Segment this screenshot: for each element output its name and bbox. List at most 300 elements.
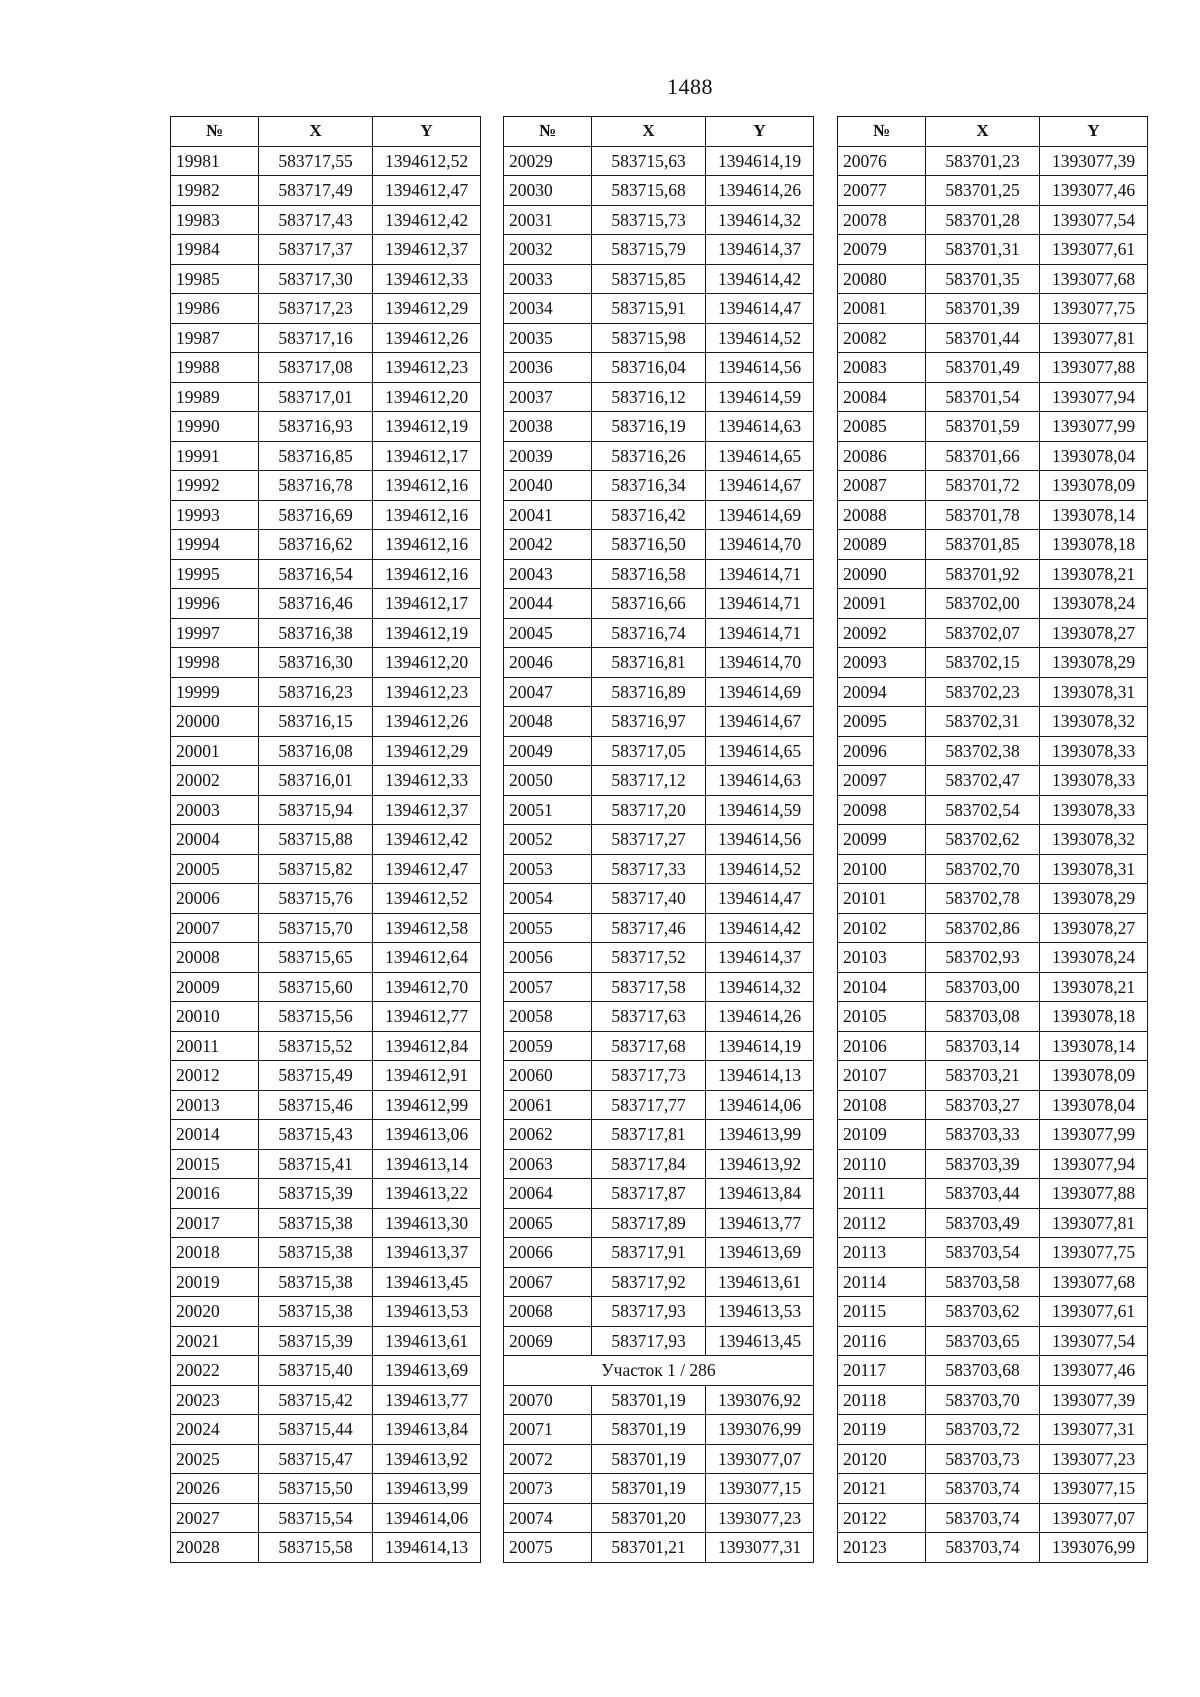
x-coordinate-cell: 583717,91 [592,1238,706,1268]
x-coordinate-cell: 583715,46 [259,1090,373,1120]
x-coordinate-cell: 583716,46 [259,589,373,619]
y-coordinate-cell: 1393077,99 [1040,1120,1148,1150]
y-coordinate-cell: 1394612,33 [373,264,481,294]
point-number-cell: 20115 [838,1297,926,1327]
y-coordinate-cell: 1393077,23 [706,1503,814,1533]
y-coordinate-cell: 1393077,46 [1040,176,1148,206]
table-row [838,1385,1148,1415]
y-coordinate-cell: 1394613,92 [706,1149,814,1179]
y-coordinate-cell: 1394614,13 [706,1061,814,1091]
point-number-cell: 20118 [838,1385,926,1415]
y-coordinate-cell: 1394612,52 [373,884,481,914]
y-coordinate-cell: 1393078,33 [1040,795,1148,825]
table-row [504,1031,814,1061]
point-number-cell: 20060 [504,1061,592,1091]
table-header-row [504,117,814,147]
y-coordinate-cell: 1393077,31 [706,1533,814,1563]
point-number-cell: 20110 [838,1149,926,1179]
point-number-cell: 20025 [171,1444,259,1474]
x-coordinate-cell: 583716,62 [259,530,373,560]
table-row [171,1061,481,1091]
x-coordinate-cell: 583701,72 [926,471,1040,501]
x-coordinate-cell: 583703,74 [926,1503,1040,1533]
y-coordinate-cell: 1394614,52 [706,854,814,884]
point-number-cell: 20020 [171,1297,259,1327]
page-number: 1488 [667,74,713,99]
x-coordinate-cell: 583716,50 [592,530,706,560]
y-coordinate-cell: 1393077,39 [1040,146,1148,176]
y-coordinate-cell: 1394614,71 [706,589,814,619]
point-number-cell: 20031 [504,205,592,235]
x-coordinate-cell: 583703,62 [926,1297,1040,1327]
y-coordinate-cell: 1393077,61 [1040,235,1148,265]
table-row [171,736,481,766]
table-row [171,471,481,501]
point-number-cell: 20036 [504,353,592,383]
x-coordinate-cell: 583703,21 [926,1061,1040,1091]
table-row [504,677,814,707]
x-coordinate-cell: 583716,97 [592,707,706,737]
x-coordinate-cell: 583703,14 [926,1031,1040,1061]
table-row [838,1415,1148,1445]
point-number-cell: 20061 [504,1090,592,1120]
y-coordinate-cell: 1394614,52 [706,323,814,353]
y-coordinate-cell: 1393078,18 [1040,1002,1148,1032]
point-number-cell: 20015 [171,1149,259,1179]
point-number-cell: 20070 [504,1385,592,1415]
y-coordinate-cell: 1394613,61 [373,1326,481,1356]
y-coordinate-cell: 1394612,47 [373,176,481,206]
table-row [838,854,1148,884]
y-coordinate-cell: 1394613,99 [373,1474,481,1504]
coordinates-table-1 [170,116,481,1563]
x-coordinate-cell: 583701,23 [926,146,1040,176]
point-number-cell: 20123 [838,1533,926,1563]
x-coordinate-cell: 583701,35 [926,264,1040,294]
point-number-cell: 20019 [171,1267,259,1297]
table-row [171,795,481,825]
y-coordinate-cell: 1393076,99 [706,1415,814,1445]
x-coordinate-cell: 583717,08 [259,353,373,383]
y-coordinate-cell: 1394612,84 [373,1031,481,1061]
point-number-cell: 20056 [504,943,592,973]
table-row [504,648,814,678]
x-coordinate-cell: 583701,78 [926,500,1040,530]
point-number-cell: 20050 [504,766,592,796]
x-coordinate-cell: 583715,70 [259,913,373,943]
x-coordinate-cell: 583715,65 [259,943,373,973]
y-coordinate-cell: 1394613,53 [373,1297,481,1327]
point-number-cell: 20078 [838,205,926,235]
x-coordinate-cell: 583717,68 [592,1031,706,1061]
point-number-cell: 20053 [504,854,592,884]
point-number-cell: 20081 [838,294,926,324]
table-row [504,441,814,471]
point-number-cell: 20049 [504,736,592,766]
x-coordinate-cell: 583716,04 [592,353,706,383]
point-number-cell: 20051 [504,795,592,825]
y-coordinate-cell: 1393077,07 [1040,1503,1148,1533]
x-coordinate-cell: 583716,42 [592,500,706,530]
x-coordinate-cell: 583715,43 [259,1120,373,1150]
table-row [171,205,481,235]
y-coordinate-cell: 1393077,15 [1040,1474,1148,1504]
point-number-cell: 20098 [838,795,926,825]
point-number-cell: 20071 [504,1415,592,1445]
point-number-cell: 20012 [171,1061,259,1091]
point-number-cell: 20029 [504,146,592,176]
x-coordinate-cell: 583701,54 [926,382,1040,412]
point-number-cell: 20069 [504,1326,592,1356]
x-coordinate-cell: 583717,84 [592,1149,706,1179]
y-coordinate-cell: 1394613,84 [706,1179,814,1209]
x-coordinate-cell: 583717,89 [592,1208,706,1238]
point-number-cell: 20091 [838,589,926,619]
y-coordinate-cell: 1394614,42 [706,913,814,943]
x-coordinate-cell: 583717,12 [592,766,706,796]
y-coordinate-cell: 1394614,06 [706,1090,814,1120]
table-row [504,1297,814,1327]
point-number-cell: 20024 [171,1415,259,1445]
x-coordinate-cell: 583717,01 [259,382,373,412]
table-row [838,1149,1148,1179]
x-coordinate-cell: 583716,30 [259,648,373,678]
point-number-cell: 19996 [171,589,259,619]
x-coordinate-cell: 583702,70 [926,854,1040,884]
point-number-cell: 20052 [504,825,592,855]
table-row [838,1120,1148,1150]
point-number-cell: 19985 [171,264,259,294]
x-coordinate-cell: 583717,73 [592,1061,706,1091]
x-coordinate-cell: 583717,40 [592,884,706,914]
point-number-cell: 20067 [504,1267,592,1297]
table-row [504,884,814,914]
y-coordinate-cell: 1394613,69 [373,1356,481,1386]
y-coordinate-cell: 1393078,31 [1040,854,1148,884]
point-number-cell: 20034 [504,294,592,324]
point-number-cell: 20120 [838,1444,926,1474]
y-coordinate-cell: 1394612,19 [373,618,481,648]
point-number-cell: 20073 [504,1474,592,1504]
x-coordinate-cell: 583717,81 [592,1120,706,1150]
y-coordinate-cell: 1394613,77 [373,1385,481,1415]
y-coordinate-cell: 1394613,53 [706,1297,814,1327]
y-coordinate-cell: 1394613,37 [373,1238,481,1268]
table-row [504,854,814,884]
point-number-cell: 20092 [838,618,926,648]
point-number-cell: 20079 [838,235,926,265]
y-coordinate-cell: 1394612,23 [373,677,481,707]
y-coordinate-cell: 1394614,19 [706,1031,814,1061]
x-coordinate-cell: 583717,37 [259,235,373,265]
table-row [838,1238,1148,1268]
x-coordinate-cell: 583716,01 [259,766,373,796]
point-number-cell: 20077 [838,176,926,206]
x-coordinate-cell: 583715,40 [259,1356,373,1386]
point-number-cell: 20083 [838,353,926,383]
x-coordinate-cell: 583715,44 [259,1415,373,1445]
table-row [171,1120,481,1150]
table-row [171,500,481,530]
point-number-cell: 20104 [838,972,926,1002]
x-coordinate-cell: 583701,19 [592,1444,706,1474]
x-coordinate-cell: 583717,52 [592,943,706,973]
table-row [838,1179,1148,1209]
x-coordinate-cell: 583716,66 [592,589,706,619]
point-number-cell: 20017 [171,1208,259,1238]
x-coordinate-cell: 583716,74 [592,618,706,648]
table-row [504,1002,814,1032]
table-row [171,1533,481,1563]
table-row [838,530,1148,560]
table-row [504,795,814,825]
table-row [504,1061,814,1091]
x-coordinate-cell: 583702,86 [926,913,1040,943]
x-coordinate-cell: 583717,92 [592,1267,706,1297]
x-coordinate-cell: 583701,31 [926,235,1040,265]
x-coordinate-cell: 583715,88 [259,825,373,855]
x-coordinate-cell: 583716,69 [259,500,373,530]
x-coordinate-cell: 583703,65 [926,1326,1040,1356]
point-number-cell: 19994 [171,530,259,560]
x-coordinate-cell: 583701,20 [592,1503,706,1533]
header-y: Y [373,117,481,147]
point-number-cell: 20013 [171,1090,259,1120]
point-number-cell: 20005 [171,854,259,884]
table-row [504,412,814,442]
x-coordinate-cell: 583715,39 [259,1179,373,1209]
x-coordinate-cell: 583717,49 [259,176,373,206]
table-row [838,913,1148,943]
table-row [838,972,1148,1002]
y-coordinate-cell: 1394613,30 [373,1208,481,1238]
table-row [504,825,814,855]
table-row [838,677,1148,707]
point-number-cell: 20087 [838,471,926,501]
point-number-cell: 20082 [838,323,926,353]
y-coordinate-cell: 1394614,59 [706,382,814,412]
x-coordinate-cell: 583701,59 [926,412,1040,442]
table-row [504,1385,814,1415]
x-coordinate-cell: 583703,58 [926,1267,1040,1297]
y-coordinate-cell: 1394612,17 [373,441,481,471]
point-number-cell: 19993 [171,500,259,530]
table-row [171,412,481,442]
point-number-cell: 20066 [504,1238,592,1268]
y-coordinate-cell: 1394613,69 [706,1238,814,1268]
table-row [504,766,814,796]
table-row [171,589,481,619]
y-coordinate-cell: 1394614,65 [706,441,814,471]
header-x: X [926,117,1040,147]
header-x: X [259,117,373,147]
point-number-cell: 20112 [838,1208,926,1238]
coordinates-table-2 [503,116,814,1563]
table-row [171,1149,481,1179]
y-coordinate-cell: 1393078,24 [1040,943,1148,973]
y-coordinate-cell: 1394612,20 [373,648,481,678]
y-coordinate-cell: 1393078,14 [1040,500,1148,530]
y-coordinate-cell: 1394612,26 [373,707,481,737]
point-number-cell: 20119 [838,1415,926,1445]
x-coordinate-cell: 583717,87 [592,1179,706,1209]
table-row [838,1267,1148,1297]
table-row [504,1415,814,1445]
x-coordinate-cell: 583716,23 [259,677,373,707]
y-coordinate-cell: 1393078,04 [1040,1090,1148,1120]
x-coordinate-cell: 583715,39 [259,1326,373,1356]
y-coordinate-cell: 1393077,46 [1040,1356,1148,1386]
table-row [504,707,814,737]
table-row [838,1533,1148,1563]
x-coordinate-cell: 583702,93 [926,943,1040,973]
y-coordinate-cell: 1394612,16 [373,471,481,501]
point-number-cell: 20062 [504,1120,592,1150]
y-coordinate-cell: 1394612,29 [373,736,481,766]
table-row [171,884,481,914]
table-row [171,441,481,471]
x-coordinate-cell: 583715,91 [592,294,706,324]
table-row [838,589,1148,619]
point-number-cell: 20111 [838,1179,926,1209]
point-number-cell: 20041 [504,500,592,530]
point-number-cell: 20109 [838,1120,926,1150]
table-row [171,1415,481,1445]
table-row [171,766,481,796]
table-row [504,1149,814,1179]
table-row [504,471,814,501]
table-row [504,1326,814,1356]
point-number-cell: 19999 [171,677,259,707]
point-number-cell: 20106 [838,1031,926,1061]
y-coordinate-cell: 1394614,32 [706,972,814,1002]
y-coordinate-cell: 1394614,67 [706,707,814,737]
point-number-cell: 20048 [504,707,592,737]
table-row [504,736,814,766]
x-coordinate-cell: 583702,54 [926,795,1040,825]
y-coordinate-cell: 1394612,37 [373,235,481,265]
y-coordinate-cell: 1394614,32 [706,205,814,235]
y-coordinate-cell: 1394612,23 [373,353,481,383]
table-row [504,294,814,324]
x-coordinate-cell: 583703,74 [926,1474,1040,1504]
y-coordinate-cell: 1394612,42 [373,205,481,235]
table-row [838,707,1148,737]
point-number-cell: 20086 [838,441,926,471]
y-coordinate-cell: 1394614,67 [706,471,814,501]
y-coordinate-cell: 1394612,91 [373,1061,481,1091]
x-coordinate-cell: 583715,38 [259,1238,373,1268]
point-number-cell: 19991 [171,441,259,471]
y-coordinate-cell: 1393078,32 [1040,707,1148,737]
x-coordinate-cell: 583717,30 [259,264,373,294]
point-number-cell: 19988 [171,353,259,383]
table-row [504,264,814,294]
y-coordinate-cell: 1393077,31 [1040,1415,1148,1445]
table-row [838,1356,1148,1386]
y-coordinate-cell: 1394614,71 [706,618,814,648]
table-row [171,707,481,737]
x-coordinate-cell: 583717,93 [592,1326,706,1356]
x-coordinate-cell: 583702,15 [926,648,1040,678]
table-row [171,1031,481,1061]
y-coordinate-cell: 1394613,06 [373,1120,481,1150]
table-row [171,1208,481,1238]
x-coordinate-cell: 583717,77 [592,1090,706,1120]
point-number-cell: 20030 [504,176,592,206]
table-row [171,294,481,324]
y-coordinate-cell: 1393078,09 [1040,471,1148,501]
point-number-cell: 20107 [838,1061,926,1091]
point-number-cell: 20096 [838,736,926,766]
table-row [838,1031,1148,1061]
y-coordinate-cell: 1394612,16 [373,559,481,589]
table-row [504,913,814,943]
y-coordinate-cell: 1394612,33 [373,766,481,796]
x-coordinate-cell: 583702,62 [926,825,1040,855]
point-number-cell: 19986 [171,294,259,324]
point-number-cell: 20022 [171,1356,259,1386]
point-number-cell: 20075 [504,1533,592,1563]
x-coordinate-cell: 583717,23 [259,294,373,324]
table-row [838,353,1148,383]
point-number-cell: 20097 [838,766,926,796]
x-coordinate-cell: 583717,58 [592,972,706,1002]
point-number-cell: 20089 [838,530,926,560]
point-number-cell: 20117 [838,1356,926,1386]
table-row [171,1356,481,1386]
point-number-cell: 20007 [171,913,259,943]
point-number-cell: 20084 [838,382,926,412]
point-number-cell: 20105 [838,1002,926,1032]
y-coordinate-cell: 1393077,39 [1040,1385,1148,1415]
x-coordinate-cell: 583715,63 [592,146,706,176]
y-coordinate-cell: 1393078,18 [1040,530,1148,560]
y-coordinate-cell: 1394614,56 [706,825,814,855]
y-coordinate-cell: 1393078,21 [1040,972,1148,1002]
x-coordinate-cell: 583716,38 [259,618,373,648]
y-coordinate-cell: 1394614,63 [706,412,814,442]
table-row [171,1474,481,1504]
x-coordinate-cell: 583715,82 [259,854,373,884]
table-row [838,205,1148,235]
table-row [504,1208,814,1238]
table-row [838,795,1148,825]
x-coordinate-cell: 583715,85 [592,264,706,294]
point-number-cell: 20040 [504,471,592,501]
table-row [838,1444,1148,1474]
table-row [504,559,814,589]
point-number-cell: 20103 [838,943,926,973]
x-coordinate-cell: 583715,94 [259,795,373,825]
x-coordinate-cell: 583703,49 [926,1208,1040,1238]
x-coordinate-cell: 583702,31 [926,707,1040,737]
x-coordinate-cell: 583717,05 [592,736,706,766]
header-y: Y [1040,117,1148,147]
y-coordinate-cell: 1394614,70 [706,530,814,560]
table-row [504,1533,814,1563]
table-row [171,1179,481,1209]
x-coordinate-cell: 583716,54 [259,559,373,589]
y-coordinate-cell: 1394614,47 [706,884,814,914]
table-row [504,943,814,973]
y-coordinate-cell: 1393078,29 [1040,884,1148,914]
table-row [171,618,481,648]
table-row [504,382,814,412]
point-number-cell: 20038 [504,412,592,442]
table-row [171,176,481,206]
x-coordinate-cell: 583716,15 [259,707,373,737]
